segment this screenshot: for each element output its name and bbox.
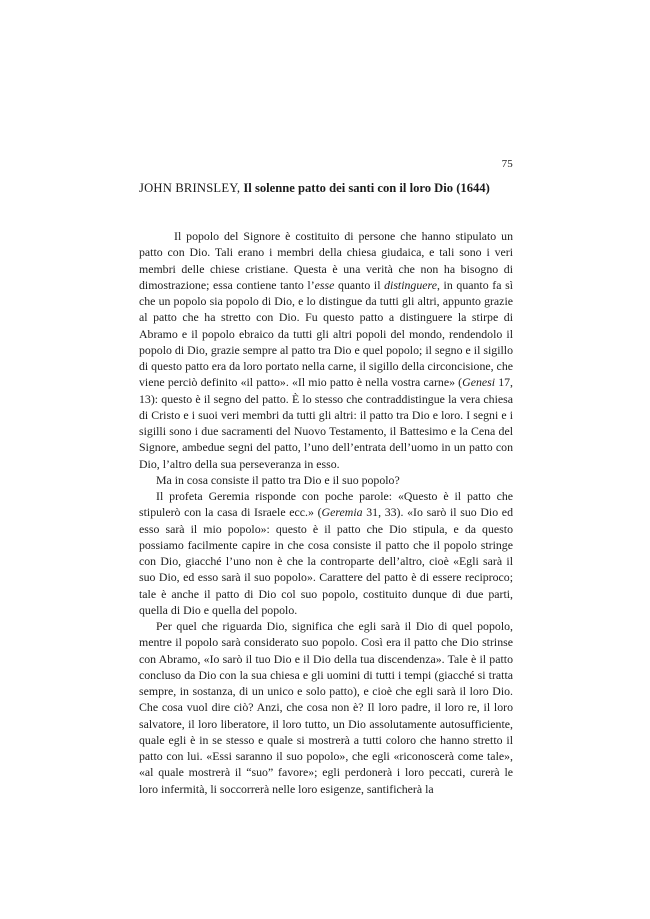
page-number: 75 (501, 158, 513, 170)
text-run: 17, 13): questo è il segno del patto. È lo stesso che contraddistingue la vera chiesa di Cristo e i suoi veri membri da tutti gli altri: il patto tra Dio e loro. I segni e i sigilli sono i due sacramenti del Nuovo Testamento, il Battesimo e la Cena del Signore, ambedue segni del patto, l’uno dell’entrata dell’uomo in un patto con Dio, l’altro della sua perseveranza in esso. (139, 375, 514, 471)
text-run: Il popolo del Signore è costituito di persone che hanno stipulato un patto con Dio. Tali erano i membri della chiesa giudaica, e tali sono i veri membri delle chiese cristiane. Questa è una verità che non ha bisogno di dimostrazione; essa contiene tanto l’ (139, 229, 513, 292)
body-text (139, 228, 513, 797)
chapter-title: Il solenne patto dei santi con il loro Dio (1644) (243, 181, 490, 195)
text-run: Ma in cosa consiste il patto tra Dio e il suo popolo? (156, 472, 400, 487)
italic-text: Genesi (462, 375, 496, 390)
text-run: , in quanto fa sì che un popolo sia popolo di Dio, e lo distingue da tutti gli altri, appunto grazie al patto che ha stretto con Dio. Fu questo patto a distinguere la stirpe di Abramo e il popolo ebraico da tutti gli altri popoli del mondo, rendendolo il popolo di Dio, grazie sempre al patto tra Dio e quel popolo; il segno e il sigillo di questo patto era da loro portato nella carne, il sigillo della circoncisione, che viene perciò definito «il patto». «Il mio patto è nella vostra carne» ( (139, 277, 513, 390)
chapter-heading (139, 181, 519, 196)
italic-text: esse (314, 277, 335, 292)
text-run: Il profeta Geremia risponde con poche parole: «Questo è il patto che stipulerò con la casa di Israele ecc.» ( (139, 489, 513, 520)
paragraph (139, 228, 513, 472)
italic-text: distinguere (384, 277, 437, 292)
paragraph (139, 472, 513, 488)
text-run: Per quel che riguarda Dio, significa che egli sarà il Dio di quel popolo, mentre il popolo sarà considerato suo popolo. Così era il patto che Dio strinse con Abramo, «Io sarò il tuo Dio e il Dio della tua discendenza». Tale è il patto concluso da Dio con la sua chiesa e gli uomini di tutti i tempi (giacché si tratta sempre, in sostanza, di un unico e solo patto), e cioè che egli sarà il loro Dio. Che cosa vuol dire ciò? Anzi, che cosa non è? Il loro padre, il loro re, il loro salvatore, il loro liberatore, il loro tutto, un Dio assolutamente autosufficiente, quale egli è in se stesso e quale si mostrerà a tutti coloro che hanno stretto il patto con lui. «Essi saranno il suo popolo», che egli «riconoscerà come tale», «al quale mostrerà il “suo” favore»; egli perdonerà i loro peccati, curerà le loro infermità, li soccorrerà nelle loro esigenze, santificherà la (139, 619, 513, 796)
paragraph (139, 488, 513, 618)
italic-text: Geremia (321, 505, 363, 520)
text-run: 31, 33). «Io sarò il suo Dio ed esso sarà il mio popolo»: questo è il patto che Dio stipula, e da questo possiamo facilmente capire in che cosa consiste il patto che il popolo stringe con Dio, giacché l’uno non è che la controparte dell’altro, cioè «Egli sarà il suo Dio, ed esso sarà il suo popolo». Carattere del patto è di essere reciproco; tale è anche il patto di Dio col suo popolo, costituito dunque di due parti, quella di Dio e quella del popolo. (139, 505, 513, 617)
paragraph (139, 618, 513, 797)
text-run: quanto il (334, 277, 385, 292)
chapter-author: JOHN BRINSLEY, (139, 181, 241, 195)
